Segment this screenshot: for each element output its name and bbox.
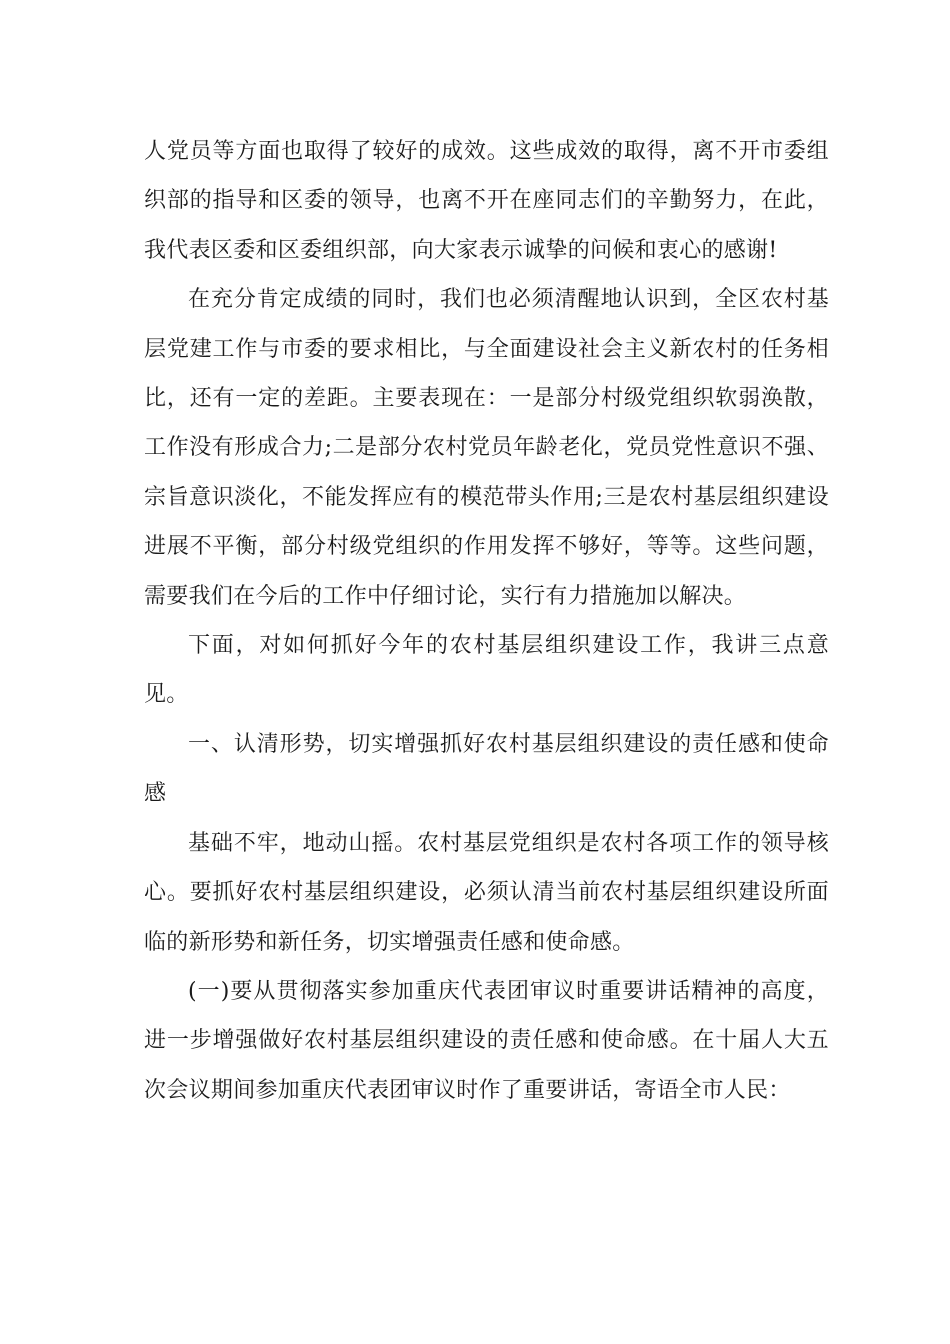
paragraph-foundation: 基础不牢，地动山摇。农村基层党组织是农村各项工作的领导核心。要抓好农村基层组织建设，必须认清当前农村基层组织建设所面临的新形势和新任务，切实增强责任感和使命感。 [144,830,829,955]
document-body [144,127,829,1115]
section-heading-1: 一、认清形势，切实增强抓好农村基层组织建设的责任感和使命感 [144,731,829,807]
paragraph-shortcomings: 在充分肯定成绩的同时，我们也必须清醒地认识到，全区农村基层党建工作与市委的要求相比，与全面建设社会主义新农村的任务相比，还有一定的差距。主要表现在：一是部分村级党组织软弱涣散，工作没有形成合力;二是部分农村党员年龄老化，党员党性意识不强、宗旨意识淡化，不能发挥应有的模范带头作用;三是农村基层组织建设进展不平衡，部分村级党组织的作用发挥不够好，等等。这些问题，需要我们在今后的工作中仔细讨论，实行有力措施加以解决。 [144,287,829,609]
subsection-1: (一)要从贯彻落实参加重庆代表团审议时重要讲话精神的高度，进一步增强做好农村基层组织建设的责任感和使命感。在十届人大五次会议期间参加重庆代表团审议时作了重要讲话，寄语全市人民： [144,978,829,1103]
paragraph-intro-opinions: 下面，对如何抓好今年的农村基层组织建设工作，我讲三点意见。 [144,633,829,708]
paragraph-continued: 人党员等方面也取得了较好的成效。这些成效的取得，离不开市委组织部的指导和区委的领导，也离不开在座同志们的辛勤努力，在此，我代表区委和区委组织部，向大家表示诚挚的问候和衷心的感谢! [144,139,829,263]
